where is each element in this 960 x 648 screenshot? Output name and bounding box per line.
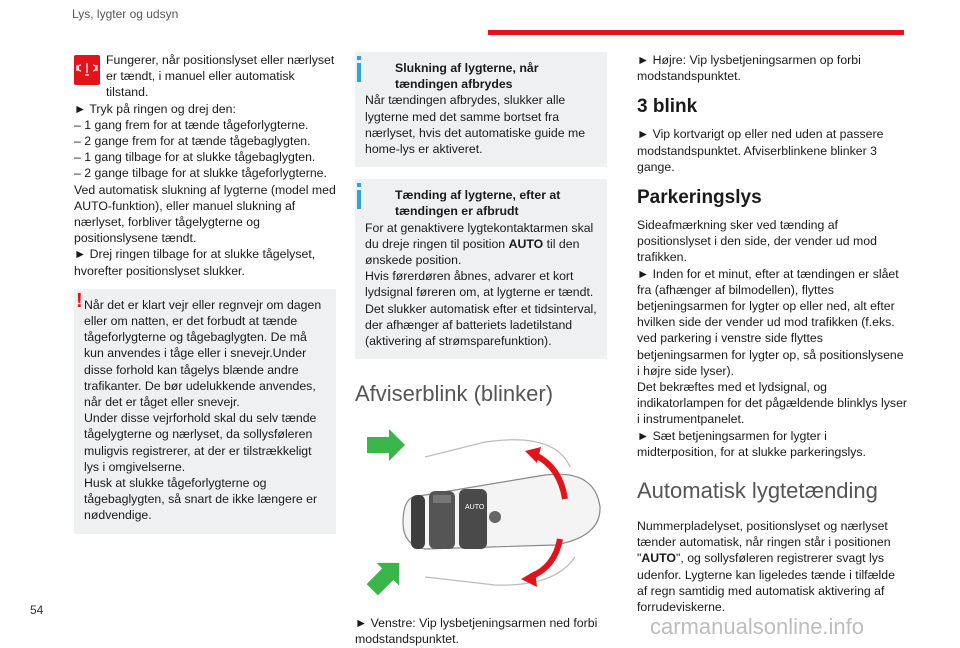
warning-icon: ! bbox=[76, 289, 83, 312]
section-title-indicators: Afviserblink (blinker) bbox=[355, 381, 554, 407]
instruction-line: ► Inden for et minut, efter at tændingen er slået fra (afhænger af bilmodellen), flyttes betjeningsarmen for lygter op eller ned, alt efter hvilken side der vender ud mod trafikken (f.eks. ved parkering i venstre side flyttes betjeningsarmen for lygter op, så positionslysene i højre side lyser). bbox=[637, 266, 904, 378]
section-title-auto-lights: Automatisk lygtetænding bbox=[637, 478, 878, 504]
instruction-line: – 1 gang tilbage for at slukke tågebaglygten. bbox=[74, 150, 316, 165]
green-arrow-up bbox=[367, 429, 405, 461]
warning-paragraph: Når det er klart vejr eller regnvejr om dagen eller om natten, er det forbudt at tænde tågeforlygterne og tågebaglygten. De må kun anvendes i tåge eller i snevejr.Under disse forhold kan tågelys blænde andre trafikanter. De bør udelukkende anvendes, når det er tåget eller snevejr. bbox=[84, 297, 322, 410]
instruction-line: ► Tryk på ringen og drej den: bbox=[74, 101, 236, 116]
body-paragraph: Ved automatisk slukning af lygterne (model med AUTO-funktion), eller manuel slukning af nærlyset, forbliver tågelygterne og positionslysene tændt. bbox=[74, 182, 336, 246]
text-part: Nummerpladelyset, positionslyset og nærlyset tænder automatisk, når ringen står i positionen " bbox=[637, 519, 891, 566]
instruction-line: ► Højre: Vip lysbetjeningsarmen op forbi modstandspunktet. bbox=[637, 53, 861, 84]
green-arrow-down bbox=[361, 552, 410, 597]
instruction-line: – 2 gange tilbage for at slukke tågeforlygterne. bbox=[74, 166, 327, 181]
instruction-line: ► Venstre: Vip lysbetjeningsarmen ned forbi modstandspunktet. bbox=[355, 616, 598, 647]
instruction-line: – 2 gange frem for at tænde tågebaglygten. bbox=[74, 134, 311, 149]
lever-illustration bbox=[355, 427, 607, 597]
info-icon bbox=[357, 183, 361, 211]
info-box-text: Når tændingen afbrydes, slukker alle lygterne med det samme bortset fra nærlyset, hvis det automatiske guide me home-lys er aktiveret. bbox=[365, 93, 586, 157]
page-number: 54 bbox=[30, 603, 44, 617]
instruction-line: ► Drej ringen tilbage for at slukke tågelyset, hvorefter positionslyset slukker. bbox=[74, 247, 316, 278]
info-box-text: Hvis førerdøren åbnes, advarer et kort lydsignal føreren om, at lygterne er tændt. Det slukker automatisk efter et tidsinterval, der afhænger af batteriets ladetilstand (aktivering af strømsparefunktion). bbox=[365, 269, 597, 349]
fog-light-intro bbox=[74, 52, 336, 101]
info-text-part: For at genaktivere lygtekontaktarmen skal du dreje ringen til position bbox=[365, 220, 594, 251]
warning-box bbox=[74, 289, 336, 534]
info-box-ignition-off bbox=[355, 52, 607, 167]
body-paragraph bbox=[637, 518, 907, 615]
running-header: Lys, lygter og udsyn bbox=[72, 7, 179, 21]
info-box-title: Tænding af lygterne, efter at tændingen er afbrudt bbox=[395, 188, 561, 219]
watermark: carmanualsonline.info bbox=[650, 614, 865, 639]
subheading-parking-lights: Parkeringslys bbox=[637, 187, 762, 209]
fog-light-text: Fungerer, når positionslyset eller nærlyset er tændt, i manuel eller automatisk tilstand. bbox=[106, 53, 335, 100]
subheading-3-blink: 3 blink bbox=[637, 96, 698, 118]
auto-keyword: AUTO bbox=[641, 551, 676, 566]
lever-auto-label: AUTO bbox=[465, 504, 485, 512]
instruction-line: ► Sæt betjeningsarmen for lygter i midterposition, for at slukke parkeringslys. bbox=[637, 428, 866, 459]
body-paragraph: Det bekræftes med et lydsignal, og indikatorlampen for det pågældende blinklys lyser i instrumentpanelet. bbox=[637, 380, 907, 427]
instruction-line: ► Vip kortvarigt op eller ned uden at passere modstandspunktet. Afviserblinkene blinker 3 gange. bbox=[637, 127, 884, 174]
fog-light-icon bbox=[74, 55, 100, 85]
header-accent-bar bbox=[488, 30, 904, 35]
warning-paragraph: Husk at slukke tågeforlygterne og tågebaglygten, så snart de ikke længere er nødvendige. bbox=[84, 476, 318, 523]
info-text-part: til den ønskede position. bbox=[365, 236, 580, 268]
auto-keyword: AUTO bbox=[508, 236, 544, 251]
column-3 bbox=[637, 52, 907, 615]
column-1 bbox=[74, 52, 336, 534]
warning-paragraph: Under disse vejrforhold skal du selv tænde tågelygterne og nærlyset, da sollysføleren muligvis registrerer, at der er tilstrækkeligt lys i omgivelserne. bbox=[84, 411, 317, 474]
info-box-text bbox=[365, 220, 597, 269]
info-box-after-ignition bbox=[355, 179, 607, 359]
info-box-title: Slukning af lygterne, når tændingen afbrydes bbox=[395, 61, 539, 92]
info-icon bbox=[357, 56, 361, 84]
text-part: ", og sollysføleren registrerer svagt lys udenfor. Lygterne kan ligeledes tænde i tilfælde af regn samtidig med automatisk aktivering af forrudeviskerne. bbox=[637, 551, 895, 615]
column-2 bbox=[355, 52, 607, 648]
instruction-line: – 1 gang frem for at tænde tågeforlygterne. bbox=[74, 117, 309, 132]
body-paragraph: Sideafmærkning sker ved tænding af positionslyset i den side, der vender ud mod trafikken. bbox=[637, 218, 877, 265]
indicator-lever-figure bbox=[355, 427, 607, 597]
